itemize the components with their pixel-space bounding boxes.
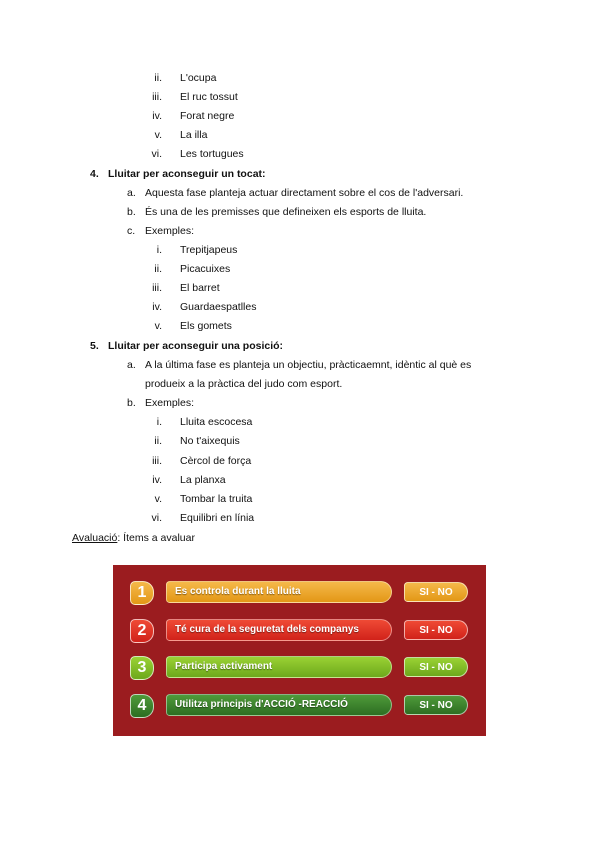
evaluation-label: Avaluació [72,532,118,544]
section-title: Lluitar per aconseguir un tocat: [108,168,266,180]
list-num: ii. [154,263,162,275]
si-no-button[interactable]: SI - NO [404,620,468,640]
list-num: v. [154,320,162,332]
list-num: v. [154,129,162,141]
list-num: iii. [152,455,162,467]
list-item: Les tortugues [180,148,244,160]
list-item: Aquesta fase planteja actuar directament sobre el cos de l'adversari. [145,187,464,199]
list-num: b. [127,397,136,409]
item-label-bar: Utilitza principis d'ACCIÓ -REACCIÓ [166,694,392,716]
evaluation-row [113,655,486,681]
list-num: c. [127,225,136,237]
list-item: La planxa [180,474,226,486]
list-num: a. [127,187,136,199]
item-number-badge: 3 [130,656,154,680]
list-num: iii. [152,282,162,294]
evaluation-heading [72,531,195,545]
list-item: Lluita escocesa [180,416,253,428]
list-num: iv. [152,110,162,122]
item-number-badge: 1 [130,581,154,605]
list-num: i. [156,244,162,256]
list-item: Tombar la truita [180,493,253,505]
list-num: b. [127,206,136,218]
list-item: Picacuixes [180,263,231,275]
list-item: Guardaespatlles [180,301,257,313]
evaluation-row [113,580,486,606]
list-num: i. [156,416,162,428]
list-num: a. [127,359,136,371]
list-num: vi. [151,512,162,524]
list-num: iv. [152,474,162,486]
list-item: El ruc tossut [180,91,238,103]
section-number: 4. [90,168,99,180]
evaluation-panel [113,565,486,736]
list-item: El barret [180,282,220,294]
section-title: Lluitar per aconseguir una posició: [108,340,284,352]
list-item: No t'aixequis [180,435,240,447]
si-no-button[interactable]: SI - NO [404,657,468,677]
list-item: Trepitjapeus [180,244,238,256]
list-item: Exemples: [145,225,195,237]
list-num: iv. [152,301,162,313]
si-no-button[interactable]: SI - NO [404,695,468,715]
list-num: v. [154,493,162,505]
evaluation-row [113,693,486,719]
list-item: Exemples: [145,397,195,409]
list-num: ii. [154,72,162,84]
list-item-continuation: produeix a la pràctica del judo com esport. [145,378,343,390]
si-no-button[interactable]: SI - NO [404,582,468,602]
item-label-bar: Es controla durant la lluita [166,581,392,603]
list-item: L'ocupa [180,72,217,84]
list-item: A la última fase es planteja un objectiu, pràcticaemnt, idèntic al què es [145,359,472,371]
item-number-badge: 4 [130,694,154,718]
item-label-bar: Participa activament [166,656,392,678]
list-num: ii. [154,435,162,447]
list-item: Forat negre [180,110,235,122]
list-num: iii. [152,91,162,103]
section-number: 5. [90,340,99,352]
list-item: És una de les premisses que defineixen els esports de lluita. [145,206,427,218]
list-item: Equilibri en línia [180,512,255,524]
list-item: Cèrcol de força [180,455,252,467]
list-num: vi. [151,148,162,160]
evaluation-suffix: : Ítems a avaluar [117,532,195,544]
list-item: La illa [180,129,208,141]
item-label-bar: Té cura de la seguretat dels companys [166,619,392,641]
list-item: Els gomets [180,320,232,332]
evaluation-row [113,618,486,644]
item-number-badge: 2 [130,619,154,643]
